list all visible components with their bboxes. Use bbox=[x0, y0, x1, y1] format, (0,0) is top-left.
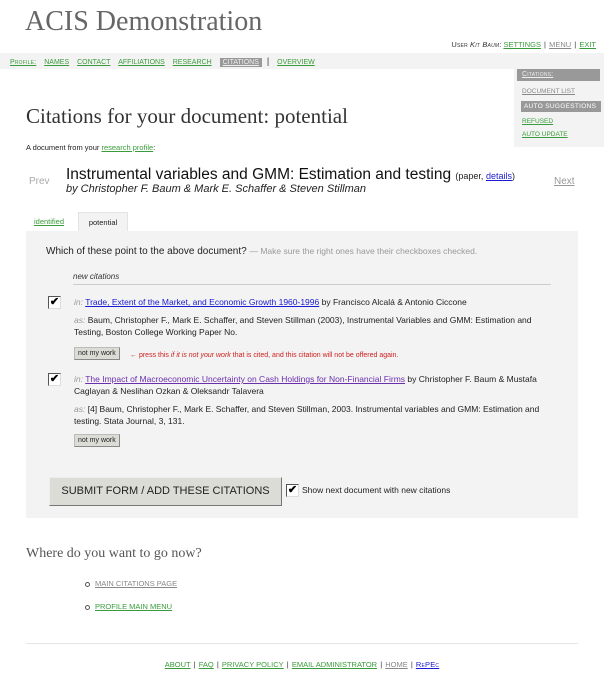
bullet-icon bbox=[85, 582, 90, 587]
user-name: Kit Baum bbox=[470, 40, 500, 49]
footer-repec-link[interactable]: RePEc bbox=[415, 660, 440, 669]
side-menu-title[interactable]: Citations: bbox=[517, 69, 600, 81]
citation-2-checkbox[interactable] bbox=[48, 373, 61, 386]
prev-document: Prev bbox=[29, 176, 50, 187]
show-next-document-label: Show next document with new citations bbox=[302, 485, 451, 495]
citation-2-not-my-work-button[interactable]: not my work bbox=[74, 434, 120, 447]
footer: ABOUT | FAQ | PRIVACY POLICY | EMAIL ADMINISTRATOR | HOME | RePEc bbox=[164, 660, 440, 669]
menu-link[interactable]: MENU bbox=[549, 40, 572, 49]
checkmark-icon: ✔ bbox=[49, 296, 60, 308]
goto-item bbox=[85, 602, 172, 611]
nav-research[interactable]: RESEARCH bbox=[172, 59, 212, 66]
separator: | bbox=[266, 56, 270, 66]
show-next-document-checkbox[interactable] bbox=[286, 484, 299, 497]
citations-side-menu bbox=[514, 69, 604, 147]
details-link[interactable]: details bbox=[485, 171, 512, 181]
nav-citations-current[interactable]: CITATIONS bbox=[220, 58, 262, 67]
goto-item bbox=[85, 579, 177, 588]
document-title: Instrumental variables and GMM: Estimation and testing (paper, details) bbox=[66, 166, 515, 183]
side-auto-update[interactable]: AUTO UPDATE bbox=[522, 131, 568, 138]
submit-add-citations-button[interactable]: SUBMIT FORM / ADD THESE CITATIONS bbox=[49, 477, 282, 506]
settings-link[interactable]: SETTINGS bbox=[503, 40, 541, 49]
nav-profile[interactable]: Profile: bbox=[10, 59, 37, 66]
main-citations-page-link[interactable]: MAIN CITATIONS PAGE bbox=[95, 579, 178, 588]
side-document-list[interactable]: DOCUMENT LIST bbox=[522, 88, 575, 95]
exit-link[interactable]: EXIT bbox=[579, 40, 596, 49]
not-my-work-note: ← press this if it is not your work that is cited, and this citation will not be offered again. bbox=[130, 352, 399, 359]
document-type: (paper, details) bbox=[455, 171, 515, 181]
separator: | bbox=[574, 40, 577, 49]
arrow-left-icon: ← bbox=[130, 352, 137, 359]
user-bar: User Kit Baum: SETTINGS | MENU | EXIT bbox=[451, 40, 596, 49]
document-authors: by Christopher F. Baum & Mark E. Schaffer & Steven Stillman bbox=[66, 183, 366, 195]
citation-1-not-my-work-button[interactable]: not my work bbox=[74, 347, 120, 360]
bullet-icon bbox=[85, 605, 90, 610]
citation-2-source-link[interactable]: The Impact of Macroeconomic Uncertainty on Cash Holdings for Non-Financial Firms bbox=[85, 374, 406, 384]
next-document-link[interactable]: Next bbox=[554, 176, 575, 187]
research-profile-link[interactable]: research profile bbox=[101, 143, 154, 152]
side-refused[interactable]: REFUSED bbox=[522, 118, 554, 125]
nav-contact[interactable]: CONTACT bbox=[77, 59, 111, 66]
citation-1-checkbox[interactable] bbox=[48, 296, 61, 309]
site-title: ACIS Demonstration bbox=[25, 6, 263, 37]
citations-form-panel bbox=[26, 231, 578, 518]
checkmark-icon: ✔ bbox=[287, 484, 298, 496]
separator: | bbox=[544, 40, 546, 49]
tab-potential[interactable]: potential bbox=[78, 212, 128, 231]
new-citations-group-label: new citations bbox=[73, 272, 551, 285]
goto-heading: Where do you want to go now? bbox=[26, 546, 202, 561]
document-source-line: A document from your research profile: bbox=[26, 143, 156, 152]
checkmark-icon: ✔ bbox=[49, 373, 60, 385]
citation-2-in: in: The Impact of Macroeconomic Uncertainty on Cash Holdings for Non-Financial Firms by Christopher F. Baum & Mustafa Caglayan & Neslihan Ozkan & Oleksandr Talavera bbox=[74, 374, 537, 396]
footer-faq-link[interactable]: FAQ bbox=[198, 660, 214, 669]
top-nav bbox=[0, 53, 604, 69]
footer-divider bbox=[26, 643, 578, 644]
nav-affiliations[interactable]: AFFILIATIONS bbox=[118, 59, 165, 66]
side-auto-suggestions-current: AUTO SUGGESTIONS bbox=[521, 101, 601, 112]
citation-1-in: in: Trade, Extent of the Market, and Economic Growth 1960-1996 by Francisco Alcalá & Antonio Ciccone bbox=[74, 297, 467, 307]
question-hint: — Make sure the right ones have their checkboxes checked. bbox=[249, 246, 478, 256]
profile-main-menu-link[interactable]: PROFILE MAIN MENU bbox=[95, 602, 173, 611]
citation-2-as: as: [4] Baum, Christopher F., Mark E. Schaffer, and Steven Stillman, 2003. Instrumental variables and GMM: Estimation and testing. Stata Journal, 3, 131. bbox=[74, 404, 540, 426]
page-title: Citations for your document: potential bbox=[26, 104, 348, 128]
footer-home-link[interactable]: HOME bbox=[385, 660, 408, 669]
footer-about-link[interactable]: ABOUT bbox=[164, 660, 191, 669]
user-prefix: User bbox=[451, 40, 468, 49]
question-text: Which of these point to the above document? — Make sure the right ones have their checkboxes checked. bbox=[46, 246, 478, 257]
citation-1-source-link[interactable]: Trade, Extent of the Market, and Economic Growth 1960-1996 bbox=[85, 297, 320, 307]
footer-email-admin-link[interactable]: EMAIL ADMINISTRATOR bbox=[291, 660, 378, 669]
nav-names[interactable]: NAMES bbox=[44, 59, 70, 66]
footer-privacy-link[interactable]: PRIVACY POLICY bbox=[221, 660, 284, 669]
tab-identified[interactable]: identified bbox=[34, 217, 65, 226]
citation-1-as: as: Baum, Christopher F., Mark E. Schaffer, and Steven Stillman (2003), Instrumental Variables and GMM: Estimation and Testing, Boston College Working Paper No. bbox=[74, 315, 532, 337]
nav-overview[interactable]: OVERVIEW bbox=[277, 59, 315, 66]
